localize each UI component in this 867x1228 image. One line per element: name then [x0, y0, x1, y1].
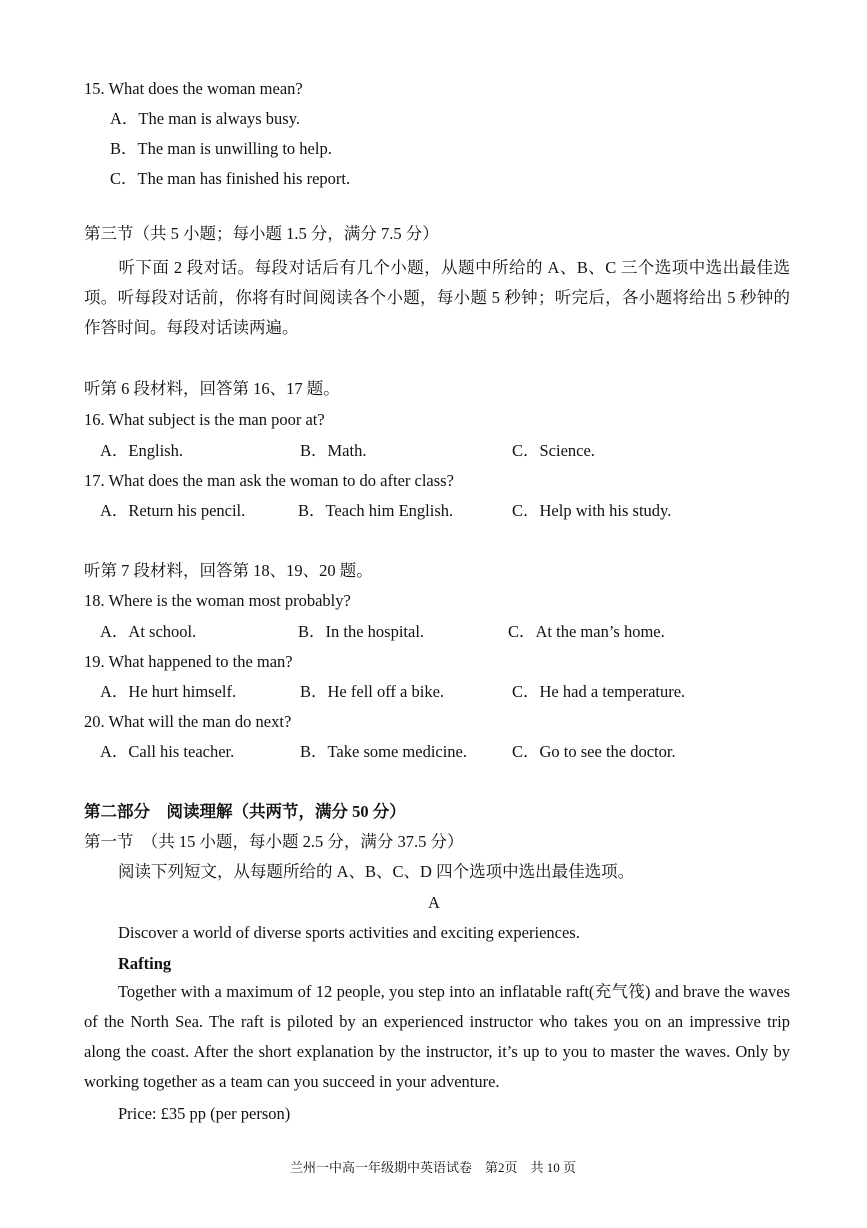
part2-section1-header: 第一节 （共 15 小题，每小题 2.5 分，满分 37.5 分）: [84, 832, 464, 851]
q18-question: 18. Where is the woman most probably?: [84, 591, 351, 610]
q17-option-b: B．Teach him English.: [298, 501, 454, 520]
q16-question: 16. What subject is the man poor at?: [84, 410, 325, 429]
q16-option-b: B．Math.: [300, 441, 367, 460]
rafting-title: Rafting: [118, 954, 172, 973]
q17-option-a: A．Return his pencil.: [100, 501, 246, 520]
section3-header: 第三节（共 5 小题；每小题 1.5 分，满分 7.5 分）: [84, 224, 439, 243]
rafting-paragraph: [84, 977, 790, 1097]
q20-question: 20. What will the man do next?: [84, 712, 292, 731]
part2-header: 第二部分 阅读理解（共两节，满分 50 分）: [84, 802, 406, 821]
page-footer: 兰州一中高一年级期中英语试卷 第2页 共 10 页: [290, 1160, 577, 1175]
q17-option-c: C．Help with his study.: [512, 501, 672, 520]
passage-intro: Discover a world of diverse sports activities and exciting experiences.: [118, 923, 580, 942]
q19-option-c: C．He had a temperature.: [512, 682, 686, 701]
q17-question: 17. What does the man ask the woman to do after class?: [84, 471, 454, 490]
rafting-price: Price: £35 pp (per person): [118, 1104, 291, 1123]
q15-option-b: B．The man is unwilling to help.: [110, 139, 332, 158]
part2-instructions: 阅读下列短文，从每题所给的 A、B、C、D 四个选项中选出最佳选项。: [118, 862, 635, 881]
q19-question: 19. What happened to the man?: [84, 652, 293, 671]
passage-letter: A: [428, 893, 440, 912]
q18-option-c: C．At the man’s home.: [508, 622, 665, 641]
q20-option-c: C．Go to see the doctor.: [512, 742, 676, 761]
section3-instructions-text: 听下面 2 段对话。每段对话后有几个小题，从题中所给的 A、B、C 三个选项中选出最佳选项。听每段对话前，你将有时间阅读各个小题，每小题 5 秒钟；听完后，各小题将给出 5 秒钟的作答时间。每段对话读两遍。: [84, 258, 791, 337]
q15-option-c: C．The man has finished his report.: [110, 169, 351, 188]
q20-option-a: A．Call his teacher.: [100, 742, 235, 761]
dialog6-header: 听第 6 段材料，回答第 16、17 题。: [84, 379, 340, 398]
q15-question: 15. What does the woman mean?: [84, 79, 303, 98]
q18-option-b: B．In the hospital.: [298, 622, 425, 641]
q16-option-c: C．Science.: [512, 441, 595, 460]
q19-option-b: B．He fell off a bike.: [300, 682, 445, 701]
q16-option-a: A．English.: [100, 441, 183, 460]
q19-option-a: A．He hurt himself.: [100, 682, 237, 701]
section3-instructions: [84, 253, 790, 343]
rafting-text: Together with a maximum of 12 people, you step into an inflatable raft(充气筏) and brave the waves of the North Sea. The raft is piloted by an experienced instructor who takes you on an impressive trip along the coast. After the short explanation by the instructor, it’s up to you to master the waves. Only by working together as a team can you succeed in your adventure.: [84, 982, 790, 1091]
dialog7-header: 听第 7 段材料，回答第 18、19、20 题。: [84, 561, 373, 580]
q20-option-b: B．Take some medicine.: [300, 742, 468, 761]
q18-option-a: A．At school.: [100, 622, 197, 641]
q15-option-a: A．The man is always busy.: [110, 109, 301, 128]
